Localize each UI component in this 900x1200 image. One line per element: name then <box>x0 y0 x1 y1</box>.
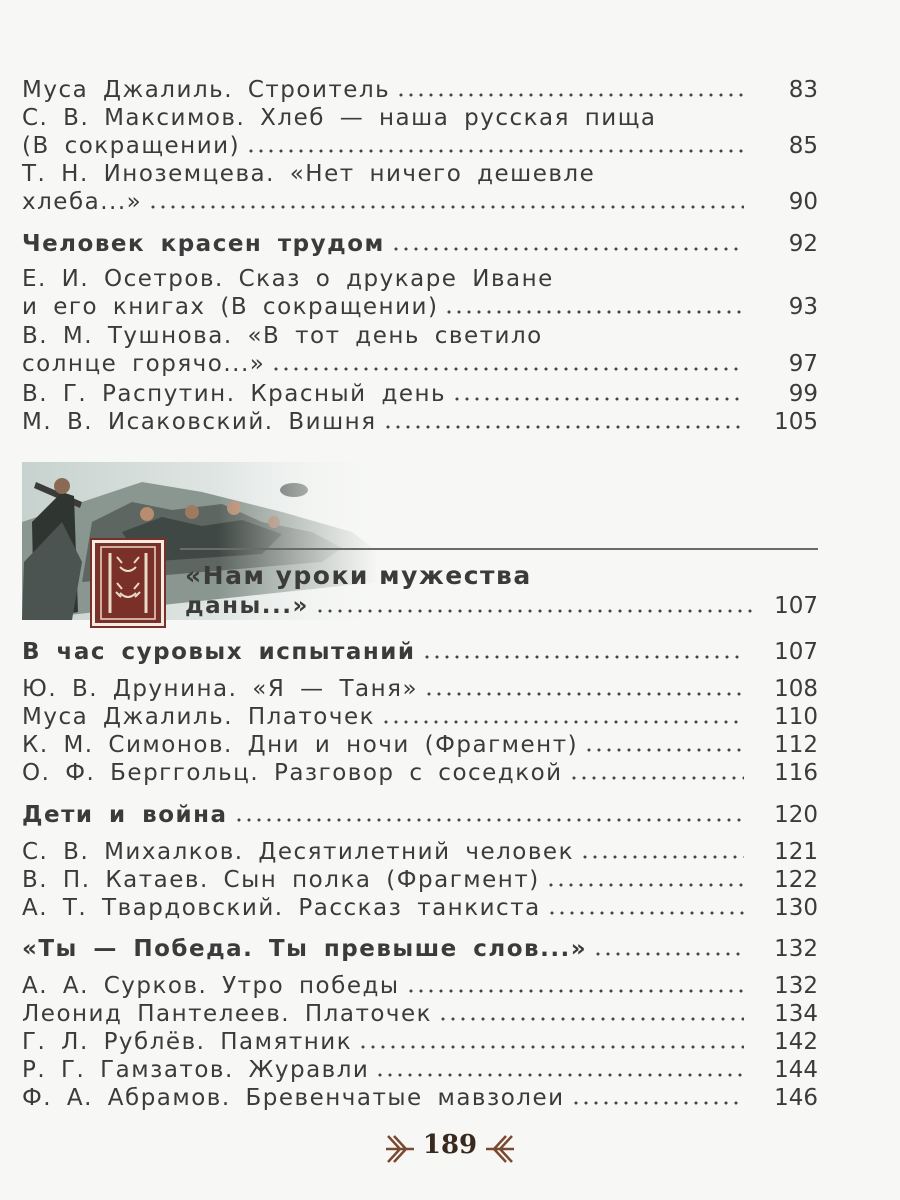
dot-leader <box>569 775 744 781</box>
toc-page-number: 107 <box>774 639 818 665</box>
toc-entry[interactable] <box>22 731 818 759</box>
toc-entry-title: Е. И. Осетров. Сказ о друкаре Иване <box>22 266 554 292</box>
dot-leader <box>438 1016 744 1022</box>
toc-page-number: 105 <box>774 409 818 435</box>
toc-entry[interactable] <box>22 866 818 894</box>
toc-page-number: 130 <box>774 895 818 921</box>
dot-leader <box>584 747 744 753</box>
toc-entry-title: Г. Л. Рублёв. Памятник <box>22 1029 353 1055</box>
ornament-right-icon <box>482 1132 516 1166</box>
toc-page-number: 142 <box>774 1029 818 1055</box>
toc-entry[interactable] <box>22 1028 818 1056</box>
dot-leader <box>234 817 744 823</box>
toc-page-number: 83 <box>788 77 818 103</box>
toc-section-heading[interactable] <box>22 801 818 829</box>
toc-entry[interactable] <box>22 1056 818 1084</box>
toc-entry-title: А. А. Сурков. Утро победы <box>22 973 400 999</box>
toc-page-number: 134 <box>774 1001 818 1027</box>
toc-entry-title: Муса Джалиль. Платочек <box>22 704 376 730</box>
dot-leader <box>547 910 744 916</box>
dot-leader <box>271 366 744 372</box>
toc-entry-title: С. В. Максимов. Хлеб — наша русская пища <box>22 105 657 131</box>
dot-leader <box>422 654 745 660</box>
toc-entry-title: Т. Н. Иноземцева. «Нет ничего дешевле <box>22 161 596 187</box>
dot-leader <box>593 951 744 957</box>
toc-page-number: 120 <box>774 802 818 828</box>
page-footer <box>0 1130 900 1166</box>
toc-page-number: 90 <box>788 189 818 215</box>
section-title-line1: «Нам уроки мужества <box>185 561 532 590</box>
toc-page-number: 99 <box>788 381 818 407</box>
toc-entry[interactable] <box>22 759 818 787</box>
toc-entry[interactable] <box>22 1000 818 1028</box>
toc-section-heading[interactable] <box>22 935 818 963</box>
section-title <box>185 560 818 592</box>
dot-leader <box>315 608 752 614</box>
toc-section-heading[interactable] <box>22 230 818 258</box>
toc-entry-title: Муса Джалиль. Строитель <box>22 77 391 103</box>
dot-leader <box>571 1100 744 1106</box>
toc-entry[interactable] <box>22 703 818 731</box>
toc-entry-title: В. М. Тушнова. «В тот день светило <box>22 323 543 349</box>
dot-leader <box>444 309 744 315</box>
section-title-line2: даны...» <box>185 593 309 619</box>
toc-entry[interactable] <box>22 1084 818 1112</box>
toc-entry[interactable] <box>22 265 818 321</box>
toc-entry-title: А. Т. Твардовский. Рассказ танкиста <box>22 895 541 921</box>
toc-entry[interactable] <box>22 76 818 104</box>
toc-entry-title: Человек красен трудом <box>22 231 385 257</box>
toc-page-number: 132 <box>774 973 818 999</box>
toc-entry[interactable] <box>22 838 818 866</box>
dot-leader <box>424 691 744 697</box>
toc-page-number: 92 <box>788 231 818 257</box>
page-number: 189 <box>422 1130 478 1160</box>
toc-page-number: 116 <box>774 760 818 786</box>
toc-entry-title: и его книгах (В сокращении) <box>22 294 439 320</box>
dot-leader <box>246 148 744 154</box>
toc-entry-title: К. М. Симонов. Дни и ночи (Фрагмент) <box>22 732 579 758</box>
dot-leader <box>381 719 744 725</box>
toc-entry-title: хлеба...» <box>22 189 143 215</box>
section-title-row2[interactable] <box>185 592 818 620</box>
toc-page-number: 146 <box>774 1085 818 1111</box>
dot-leader <box>383 424 744 430</box>
toc-entry-title: В. П. Катаев. Сын полка (Фрагмент) <box>22 867 540 893</box>
toc-entry-title: «Ты — Победа. Ты превыше слов...» <box>22 936 588 962</box>
dot-leader <box>546 882 744 888</box>
toc-entry-title: М. В. Исаковский. Вишня <box>22 409 377 435</box>
toc-section-heading[interactable] <box>22 638 818 666</box>
dot-leader <box>391 246 744 252</box>
dot-leader <box>148 204 744 210</box>
dot-leader <box>375 1072 744 1078</box>
toc-page-number: 97 <box>788 351 818 377</box>
dot-leader <box>452 396 744 402</box>
toc-entry-title: Дети и война <box>22 802 228 828</box>
dot-leader <box>406 988 744 994</box>
toc-page-number: 85 <box>788 133 818 159</box>
toc-entry-title: солнце горячо...» <box>22 351 266 377</box>
toc-page-number: 108 <box>774 676 818 702</box>
toc-entry-title: О. Ф. Берггольц. Разговор с соседкой <box>22 760 563 786</box>
toc-page-number: 93 <box>788 294 818 320</box>
dot-leader <box>358 1044 744 1050</box>
toc-entry[interactable] <box>22 894 818 922</box>
section-emblem <box>92 540 164 626</box>
toc-page-number: 112 <box>774 732 818 758</box>
toc-page-number: 121 <box>774 839 818 865</box>
toc-entry[interactable] <box>22 104 818 160</box>
dot-leader <box>396 92 744 98</box>
toc-entry-title: Р. Г. Гамзатов. Журавли <box>22 1057 370 1083</box>
toc-entry[interactable] <box>22 408 818 436</box>
ornament-left-icon <box>384 1132 418 1166</box>
dot-leader <box>580 854 744 860</box>
toc-entry-title: (В сокращении) <box>22 133 241 159</box>
section-divider <box>180 548 818 550</box>
toc-page-number: 110 <box>774 704 818 730</box>
toc-page-number: 144 <box>774 1057 818 1083</box>
toc-entry[interactable] <box>22 380 818 408</box>
toc-page-number: 122 <box>774 867 818 893</box>
toc-entry-title: Леонид Пантелеев. Платочек <box>22 1001 433 1027</box>
toc-page-number: 132 <box>774 936 818 962</box>
toc-entry-title: Ю. В. Друнина. «Я — Таня» <box>22 676 419 702</box>
toc-entry-title: В. Г. Распутин. Красный день <box>22 381 447 407</box>
section-page-number: 107 <box>774 593 818 619</box>
toc-entry[interactable] <box>22 160 818 216</box>
toc-entry[interactable] <box>22 972 818 1000</box>
toc-entry[interactable] <box>22 322 818 378</box>
toc-entry-title: В час суровых испытаний <box>22 639 416 665</box>
toc-entry-title: С. В. Михалков. Десятилетний человек <box>22 839 574 865</box>
toc-entry-title: Ф. А. Абрамов. Бревенчатые мавзолеи <box>22 1085 565 1111</box>
toc-entry[interactable] <box>22 675 818 703</box>
